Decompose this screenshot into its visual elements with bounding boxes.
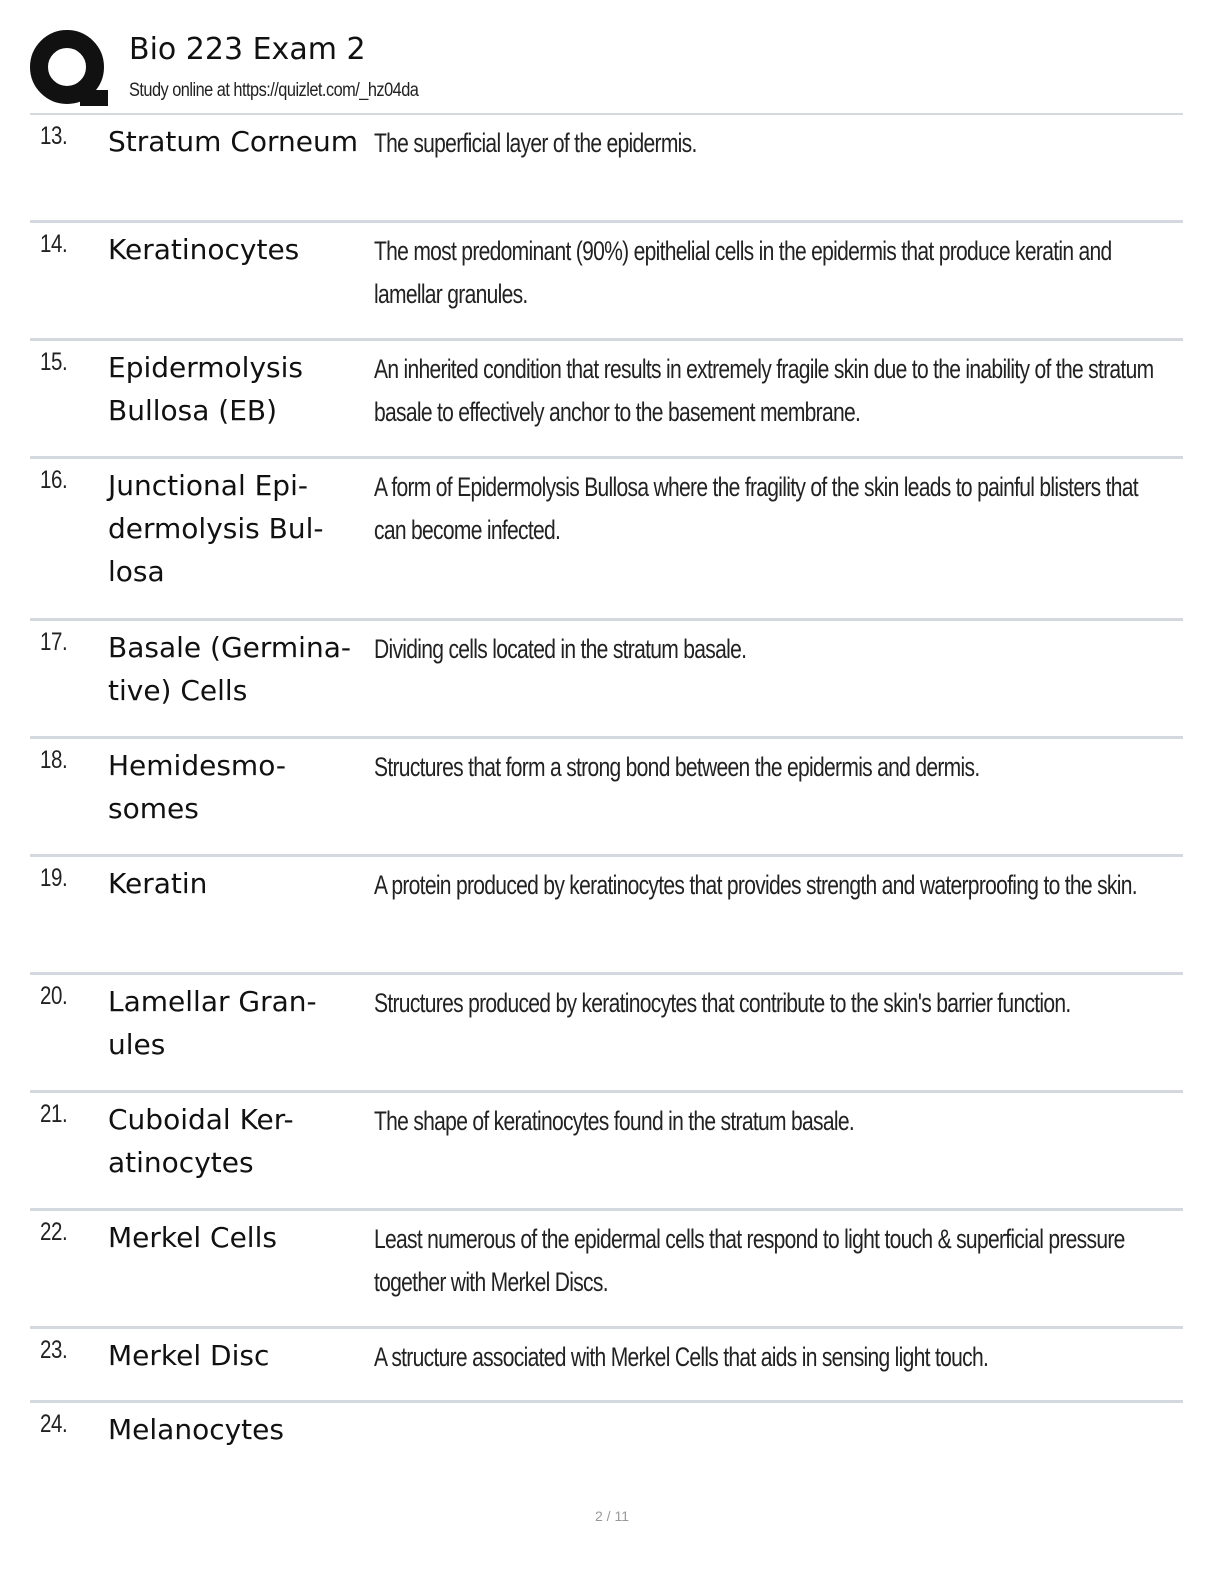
term-row — [30, 459, 1183, 621]
term-definition: A form of Epidermolysis Bullosa where the fragility of the skin leads to painful blisters that can become infected. — [374, 472, 1138, 545]
term-definition: A protein produced by keratinocytes that provides strength and waterproofing to the skin. — [374, 870, 1137, 900]
term-definition: The superficial layer of the epidermis. — [374, 128, 697, 158]
term-row — [30, 341, 1183, 459]
term-number: 19. — [40, 864, 68, 892]
term-row — [30, 1211, 1183, 1329]
term-row — [30, 115, 1183, 223]
term-row — [30, 857, 1183, 975]
term-row — [30, 621, 1183, 739]
term-definition: Structures that form a strong bond between the epidermis and dermis. — [374, 752, 980, 782]
term-number: 13. — [40, 122, 68, 150]
term-number: 15. — [40, 348, 68, 376]
term-definition: The most predominant (90%) epithelial cells in the epidermis that produce keratin and lamellar granules. — [374, 236, 1112, 309]
term-name: Cuboidal Ker-atinocytes — [108, 1103, 294, 1179]
term-name: Basale (Germina-tive) Cells — [108, 631, 351, 707]
term-definition: A structure associated with Merkel Cells that aids in sensing light touch. — [374, 1342, 989, 1372]
page-header — [30, 30, 1180, 110]
study-online-link[interactable]: Study online at https://quizlet.com/_hz04da — [129, 80, 419, 101]
term-definition: Dividing cells located in the stratum basale. — [374, 634, 747, 664]
term-number: 16. — [40, 466, 68, 494]
term-name: Merkel Cells — [108, 1221, 277, 1254]
term-number: 22. — [40, 1218, 68, 1246]
term-list — [30, 115, 1183, 1473]
term-name: Merkel Disc — [108, 1339, 270, 1372]
term-name: Junctional Epi-dermolysis Bul-losa — [108, 469, 324, 588]
term-name: Hemidesmo-somes — [108, 749, 286, 825]
term-row — [30, 975, 1183, 1093]
term-number: 23. — [40, 1336, 68, 1364]
term-row — [30, 1403, 1183, 1473]
term-name: Stratum Corneum — [108, 125, 359, 158]
term-name: Keratinocytes — [108, 233, 300, 266]
term-definition: An inherited condition that results in extremely fragile skin due to the inability of the stratum basale to effectively anchor to the basement membrane. — [374, 354, 1154, 427]
term-definition: The shape of keratinocytes found in the stratum basale. — [374, 1106, 855, 1136]
term-row — [30, 739, 1183, 857]
term-number: 21. — [40, 1100, 68, 1128]
term-name: Keratin — [108, 867, 208, 900]
term-definition: Least numerous of the epidermal cells that respond to light touch & superficial pressure together with Merkel Discs. — [374, 1224, 1125, 1297]
term-number: 18. — [40, 746, 68, 774]
term-row — [30, 1329, 1183, 1403]
page-number: 2 / 11 — [595, 1508, 629, 1524]
term-number: 17. — [40, 628, 68, 656]
term-row — [30, 1093, 1183, 1211]
quizlet-logo-icon — [30, 30, 108, 108]
term-row — [30, 223, 1183, 341]
term-definition: Structures produced by keratinocytes that contribute to the skin's barrier function. — [374, 988, 1071, 1018]
term-number: 14. — [40, 230, 68, 258]
term-number: 24. — [40, 1410, 68, 1438]
term-name: Melanocytes — [108, 1413, 284, 1446]
term-name: Lamellar Gran-ules — [108, 985, 317, 1061]
term-number: 20. — [40, 982, 68, 1010]
document-title: Bio 223 Exam 2 — [129, 32, 366, 67]
term-name: Epidermolysis Bullosa (EB) — [108, 351, 303, 427]
